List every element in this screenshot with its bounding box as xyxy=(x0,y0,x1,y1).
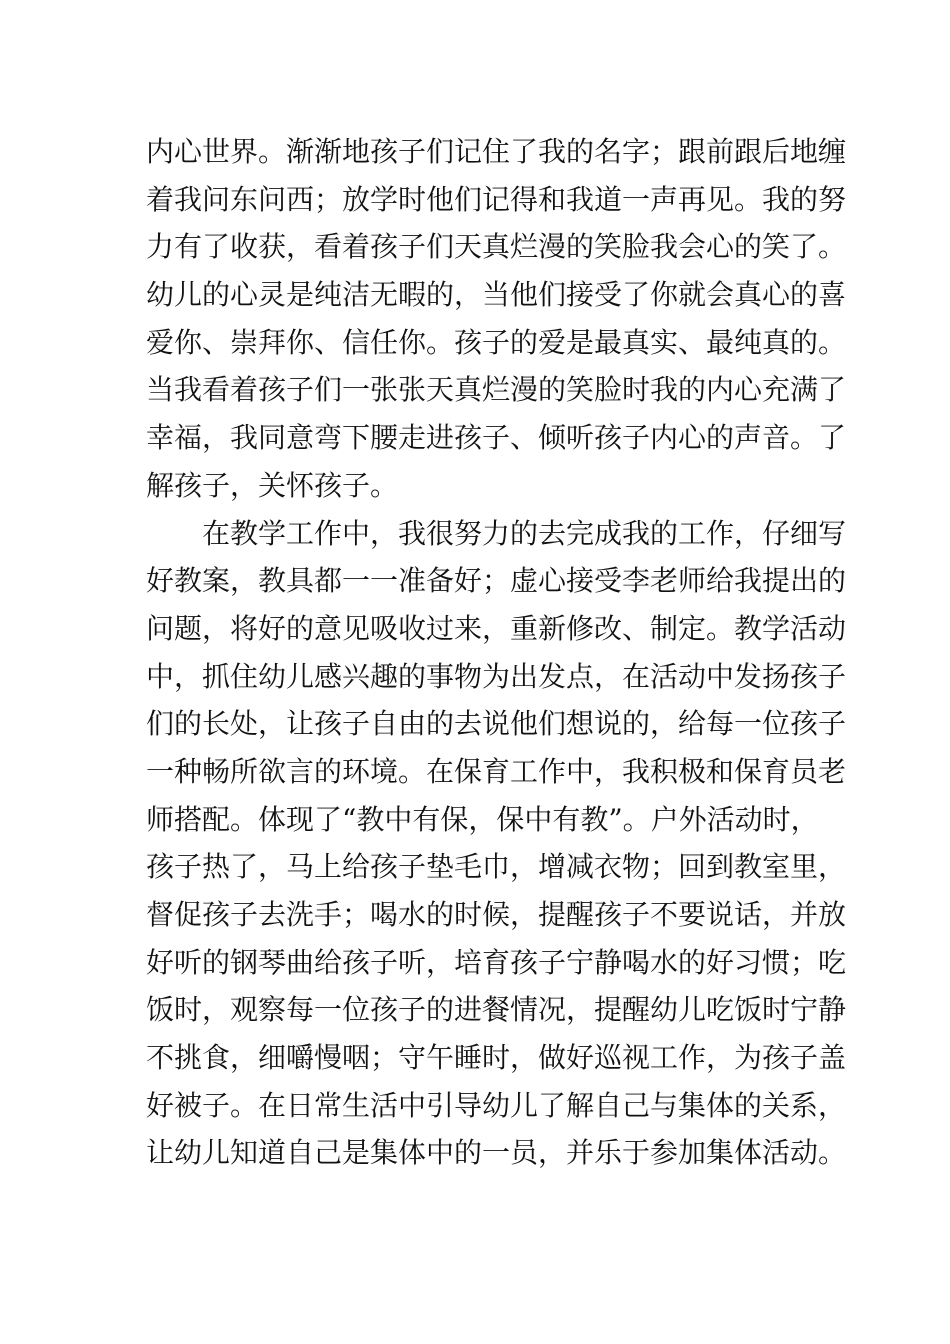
text-line: 督促孩子去洗手；喝水的时候，提醒孩子不要说话，并放 xyxy=(146,898,847,931)
text-line: 内心世界。渐渐地孩子们记住了我的名字；跟前跟后地缠 xyxy=(146,135,847,168)
text-line: 幼儿的心灵是纯洁无暇的，当他们接受了你就会真心的喜 xyxy=(146,278,847,312)
document-body xyxy=(146,128,847,1177)
text-line: 问题，将好的意见吸收过来，重新修改、制定。教学活动 xyxy=(146,611,847,645)
text-line: 不挑食，细嚼慢咽；守午睡时，做好巡视工作，为孩子盖 xyxy=(146,1041,847,1075)
text-line: 解孩子，关怀孩子。 xyxy=(146,468,399,502)
paragraph-2 xyxy=(146,510,847,1178)
text-line: 一种畅所欲言的环境。在保育工作中，我积极和保育员老 xyxy=(146,754,847,788)
text-line: 们的长处，让孩子自由的去说他们想说的，给每一位孩子 xyxy=(146,707,847,741)
text-line: 中，抓住幼儿感兴趣的事物为出发点，在活动中发扬孩子 xyxy=(146,659,847,693)
text-line: 在教学工作中，我很努力的去完成我的工作，仔细写 xyxy=(202,516,847,550)
text-line: 当我看着孩子们一张张天真烂漫的笑脸时我的内心充满了 xyxy=(146,373,847,407)
text-line: 好听的钢琴曲给孩子听，培育孩子宁静喝水的好习惯；吃 xyxy=(146,945,847,979)
text-line: 师搭配。体现了“教中有保，保中有教”。户外活动时， xyxy=(146,802,819,836)
text-line: 力有了收获，看着孩子们天真烂漫的笑脸我会心的笑了。 xyxy=(146,230,847,264)
text-line: 饭时，观察每一位孩子的进餐情况，提醒幼儿吃饭时宁静 xyxy=(146,993,847,1027)
text-line: 好教案，教具都一一准备好；虚心接受李老师给我提出的 xyxy=(146,564,847,598)
paragraph-1 xyxy=(146,128,847,510)
text-line: 好被子。在日常生活中引导幼儿了解自己与集体的关系， xyxy=(146,1088,847,1122)
text-line: 爱你、崇拜你、信任你。孩子的爱是最真实、最纯真的。 xyxy=(146,325,847,359)
text-line: 着我问东问西；放学时他们记得和我道一声再见。我的努 xyxy=(146,182,847,216)
text-line: 让幼儿知道自己是集体中的一员，并乐于参加集体活动。 xyxy=(146,1136,847,1170)
text-line: 孩子热了，马上给孩子垫毛巾，增减衣物；回到教室里， xyxy=(146,850,847,884)
text-line: 幸福，我同意弯下腰走进孩子、倾听孩子内心的声音。了 xyxy=(146,421,847,455)
